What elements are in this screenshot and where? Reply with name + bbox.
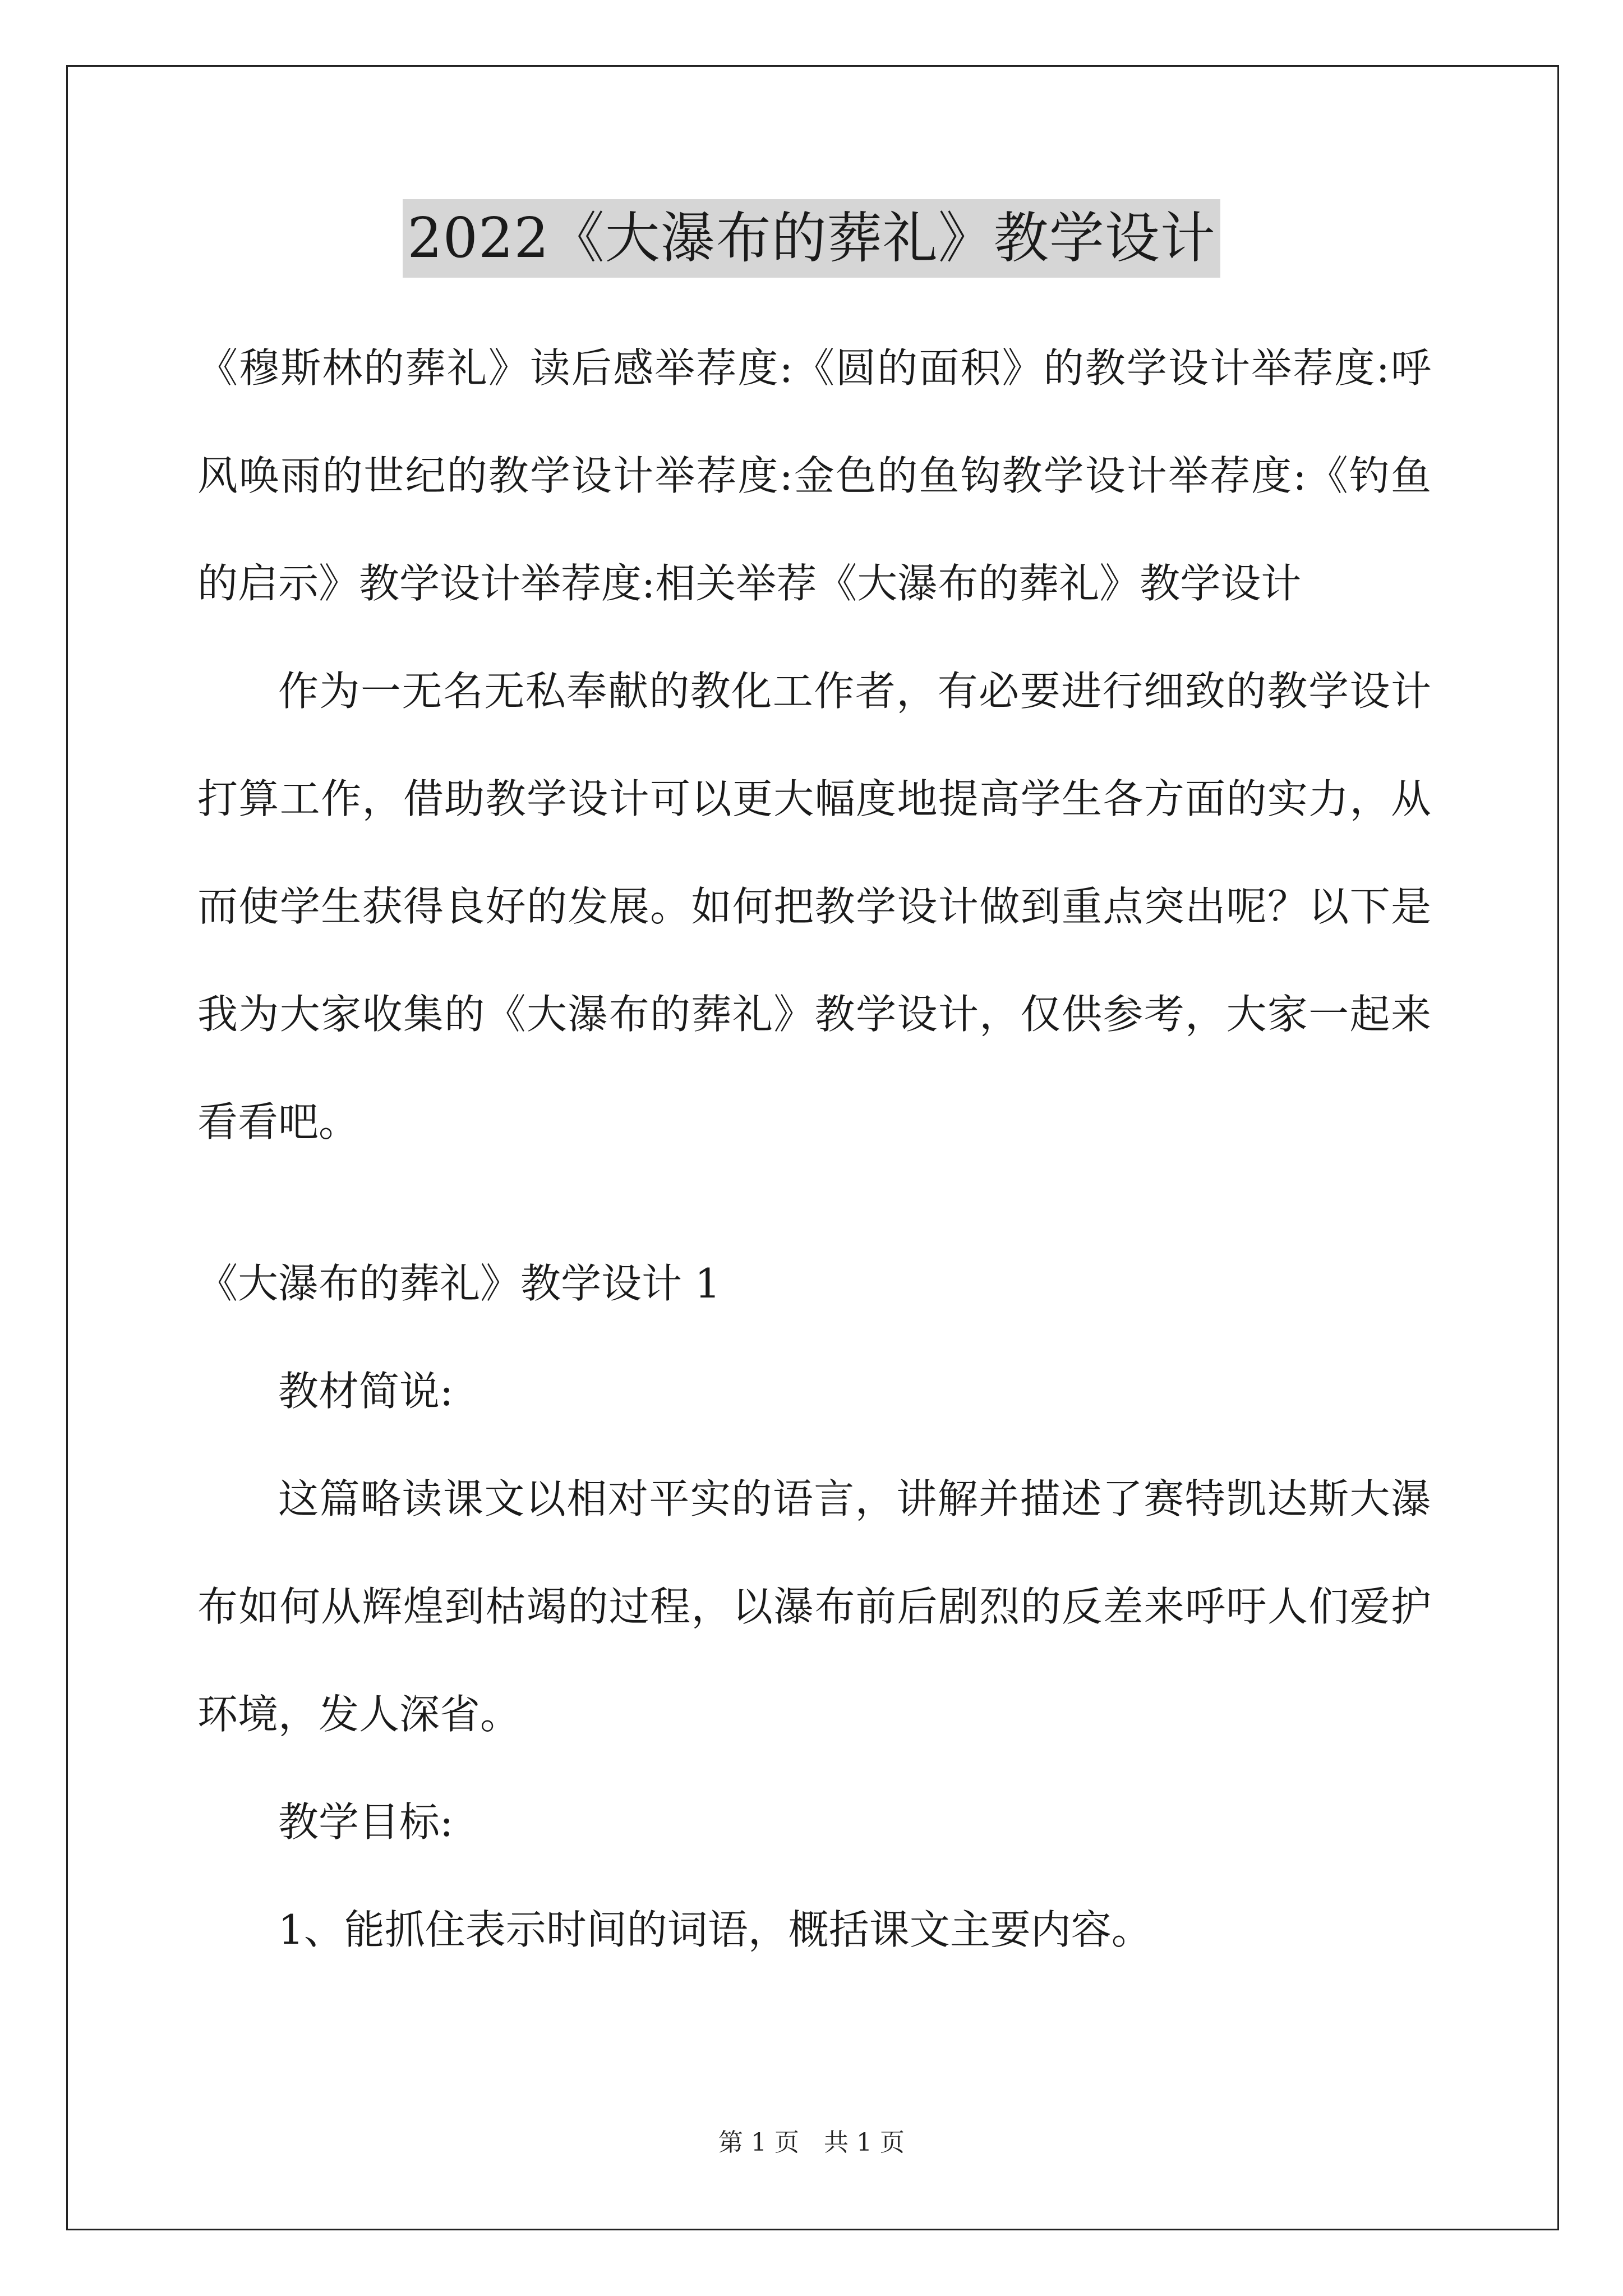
title-container <box>0 199 1623 278</box>
material-paragraph: 这篇略读课文以相对平实的语言，讲解并描述了赛特凯达斯大瀑布如何从辉煌到枯竭的过程，以瀑布前后剧烈的反差来呼吁人们爱护环境，发人深省。 <box>197 1475 1431 1738</box>
related-recommendations-paragraph: 《穆斯林的葬礼》读后感举荐度:《圆的面积》的教学设计举荐度:呼风唤雨的世纪的教学设计举荐度:金色的鱼钩教学设计举荐度:《钓鱼的启示》教学设计举荐度:相关举荐《大瀑布的葬礼》教学设计 <box>197 344 1431 607</box>
page-footer: 第 1 页 共 1 页 <box>718 2128 905 2157</box>
objective-item-1: 1、能抓住表示时间的词语，概括课文主要内容。 <box>278 1906 1152 1953</box>
section-gap <box>197 1176 1431 1230</box>
document-body <box>197 314 1431 1984</box>
document-title: 2022《大瀑布的葬礼》教学设计 <box>403 199 1220 278</box>
section-heading: 《大瀑布的葬礼》教学设计 1 <box>197 1260 721 1307</box>
intro-paragraph: 作为一无名无私奉献的教化工作者，有必要进行细致的教学设计打算工作，借助教学设计可以更大幅度地提高学生各方面的实力，从而使学生获得良好的发展。如何把教学设计做到重点突出呢？以下是我为大家收集的《大瀑布的葬礼》教学设计，仅供参考，大家一起来看看吧。 <box>197 668 1431 1145</box>
material-heading: 教材简说: <box>278 1368 454 1415</box>
objectives-heading: 教学目标: <box>278 1798 454 1846</box>
